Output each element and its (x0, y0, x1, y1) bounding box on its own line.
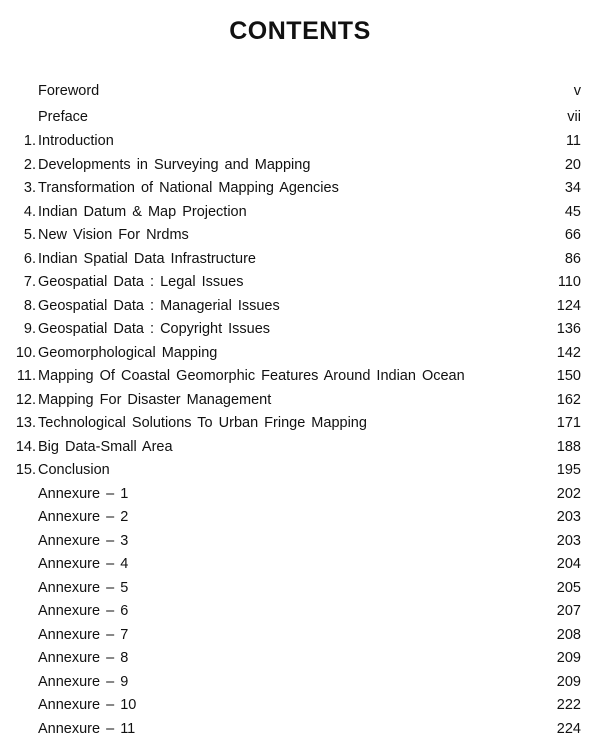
toc-entry-page: 86 (564, 250, 581, 267)
toc-entry (0, 577, 600, 601)
toc-entry-number: 8. (23, 297, 36, 314)
toc-entry-title: Preface (38, 108, 88, 125)
toc-entry-page: 142 (556, 344, 581, 361)
toc-entry (0, 483, 600, 507)
toc-entry (0, 671, 600, 695)
toc-entry (0, 553, 600, 577)
toc-entry-page: 110 (557, 274, 581, 290)
toc-entry-title: Annexure – 2 (38, 509, 129, 525)
toc-entry-page: 204 (556, 556, 581, 572)
toc-entry (0, 718, 600, 742)
toc-entry-title: Annexure – 1 (38, 485, 129, 502)
toc-entry (0, 365, 600, 389)
toc-entry (0, 389, 600, 413)
toc-entry-number: 6. (23, 250, 36, 267)
toc-entry-title: Annexure – 6 (38, 603, 129, 619)
toc-entry-number: 7. (23, 274, 36, 290)
toc-entry-number: 12. (15, 391, 36, 408)
toc-entry-title: Mapping For Disaster Management (38, 391, 272, 408)
toc-entry-number: 11. (16, 368, 36, 384)
toc-entry-number: 5. (23, 227, 36, 243)
toc-entry-page: 203 (556, 509, 581, 525)
toc-entry-title: Geospatial Data : Copyright Issues (38, 321, 271, 337)
toc-entry-title: Conclusion (38, 462, 110, 478)
toc-entry-title: Annexure – 7 (38, 626, 129, 643)
toc-entry-title: Developments in Surveying and Mapping (38, 156, 311, 173)
toc-entry-page: 171 (556, 415, 581, 431)
toc-entry-page: 66 (564, 227, 581, 243)
toc-entry-page: 150 (556, 368, 581, 384)
toc-entry (0, 295, 600, 319)
toc-entry (0, 177, 600, 201)
toc-entry-page: vii (567, 108, 581, 125)
table-of-contents (0, 79, 600, 741)
toc-entry-page: 45 (564, 203, 581, 220)
toc-entry (0, 201, 600, 225)
toc-entry-number: 9. (23, 321, 36, 337)
toc-entry-page: 222 (556, 697, 581, 713)
toc-entry (0, 694, 600, 718)
toc-entry (0, 459, 600, 483)
toc-entry-title: Geomorphological Mapping (38, 344, 218, 361)
toc-entry-page: 209 (556, 673, 581, 690)
toc-entry-title: Indian Spatial Data Infrastructure (38, 250, 256, 267)
toc-entry-number: 3. (23, 180, 36, 196)
toc-entry-title: Geospatial Data : Legal Issues (38, 274, 244, 290)
toc-entry (0, 79, 600, 105)
toc-entry-title: Foreword (38, 83, 100, 99)
toc-entry-page: 11 (565, 133, 581, 149)
toc-entry-title: Indian Datum & Map Projection (38, 203, 247, 220)
toc-entry-title: Geospatial Data : Managerial Issues (38, 297, 280, 314)
toc-entry-number: 10. (15, 344, 36, 361)
toc-entry (0, 271, 600, 295)
toc-entry (0, 647, 600, 671)
toc-entry-number: 1. (23, 133, 36, 149)
toc-entry-title: Transformation of National Mapping Agencies (38, 180, 339, 196)
toc-entry-page: 20 (564, 156, 581, 173)
toc-entry (0, 248, 600, 272)
toc-entry (0, 154, 600, 178)
toc-entry (0, 624, 600, 648)
toc-entry-title: Annexure – 4 (38, 556, 129, 572)
toc-entry-page: v (573, 83, 581, 99)
toc-entry-title: Annexure – 5 (38, 579, 129, 596)
toc-entry-page: 162 (556, 391, 581, 408)
toc-entry-title: Annexure – 10 (38, 697, 137, 713)
toc-entry (0, 130, 600, 154)
toc-entry-page: 202 (556, 485, 581, 502)
toc-entry (0, 412, 600, 436)
toc-entry-number: 2. (23, 156, 36, 173)
toc-entry-title: New Vision For Nrdms (38, 227, 189, 243)
toc-entry-page: 124 (556, 297, 581, 314)
toc-entry-title: Technological Solutions To Urban Fringe Mapping (38, 415, 367, 431)
toc-entry (0, 318, 600, 342)
page-title: CONTENTS (229, 17, 371, 45)
toc-entry-number: 15. (15, 462, 36, 478)
toc-entry-title: Big Data-Small Area (38, 438, 173, 455)
toc-entry-number: 4. (23, 203, 36, 220)
toc-entry-page: 224 (556, 720, 581, 737)
toc-entry-title: Introduction (38, 133, 114, 149)
toc-entry (0, 506, 600, 530)
toc-entry (0, 530, 600, 554)
toc-entry (0, 105, 600, 131)
toc-entry-page: 209 (556, 650, 581, 666)
toc-entry (0, 600, 600, 624)
toc-entry-page: 188 (556, 438, 581, 455)
toc-entry-title: Mapping Of Coastal Geomorphic Features Around Indian Ocean (38, 368, 465, 384)
toc-entry-page: 195 (556, 462, 581, 478)
toc-entry-page: 207 (556, 603, 581, 619)
toc-entry-page: 34 (564, 180, 581, 196)
toc-entry-number: 14. (15, 438, 36, 455)
toc-entry-page: 203 (556, 532, 581, 549)
toc-entry-title: Annexure – 9 (38, 673, 129, 690)
toc-entry-page: 205 (556, 579, 581, 596)
toc-entry-title: Annexure – 11 (38, 720, 136, 737)
toc-entry-title: Annexure – 3 (38, 532, 129, 549)
toc-entry-title: Annexure – 8 (38, 650, 129, 666)
toc-entry (0, 224, 600, 248)
toc-entry-number: 13. (15, 415, 36, 431)
toc-entry-page: 136 (556, 321, 581, 337)
toc-entry-page: 208 (556, 626, 581, 643)
toc-entry (0, 342, 600, 366)
toc-entry (0, 436, 600, 460)
